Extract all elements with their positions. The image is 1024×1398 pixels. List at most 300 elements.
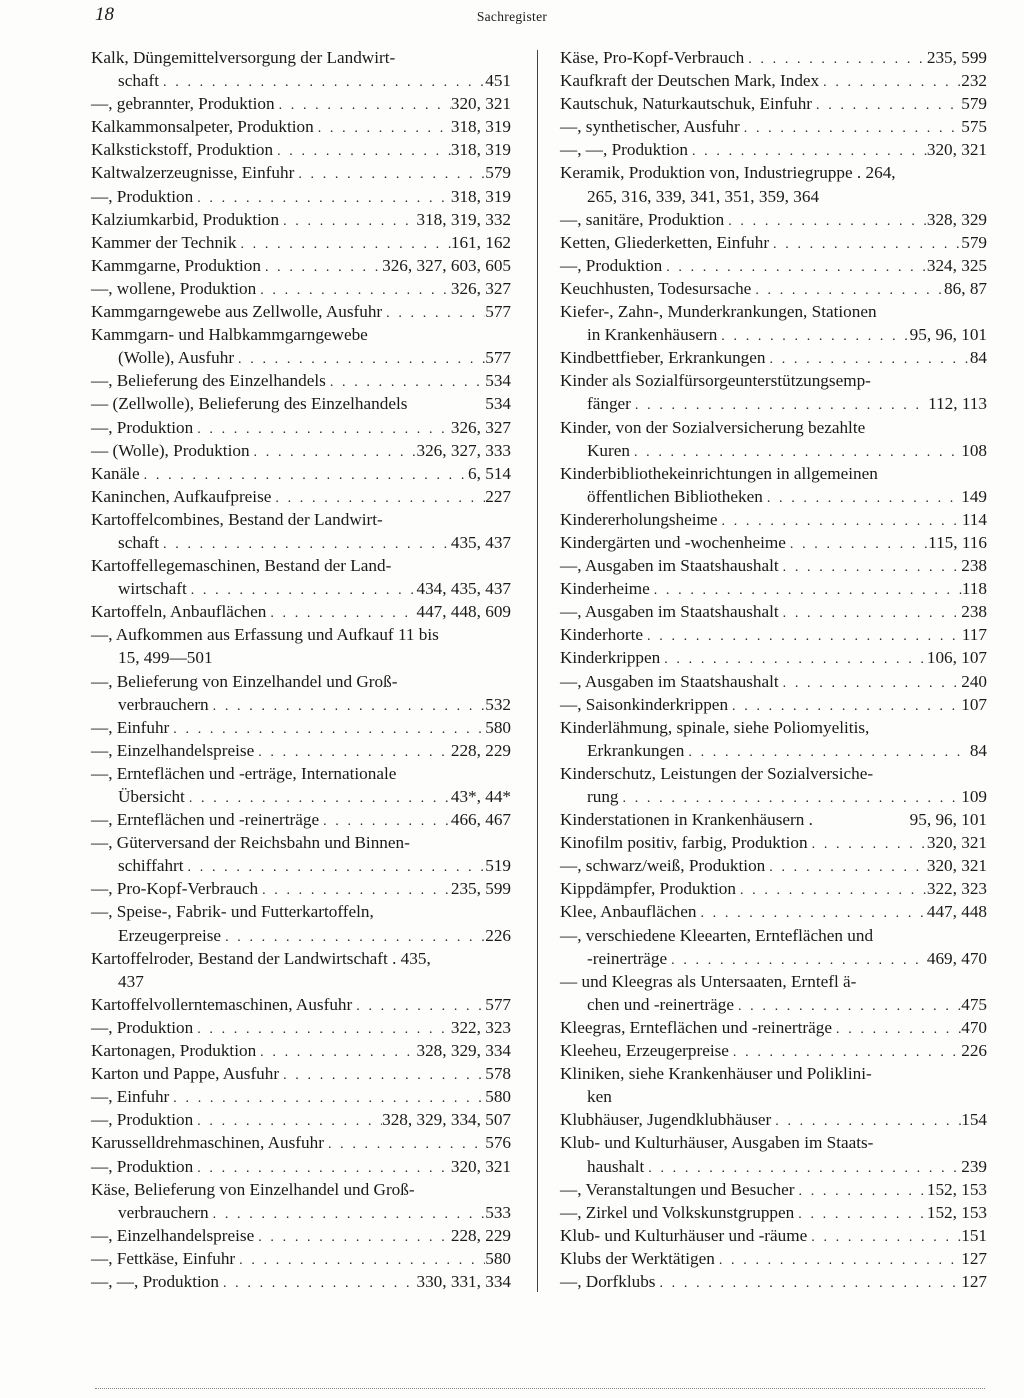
dot-leader (266, 602, 416, 625)
dot-leader (193, 1157, 451, 1180)
index-term: öffentlichen Bibliotheken (587, 486, 763, 506)
index-term: schaft (118, 71, 160, 91)
index-entry (91, 1270, 511, 1293)
index-entry (91, 439, 511, 462)
page-references: 86, 87 (944, 278, 987, 298)
dot-leader (169, 1087, 485, 1110)
dot-leader (185, 787, 451, 810)
dot-leader (807, 1226, 961, 1249)
index-term: verbrauchern (118, 694, 209, 714)
index-entry (91, 554, 511, 577)
dot-leader (667, 949, 927, 972)
index-entry (91, 531, 511, 554)
page-references: 232 (961, 71, 987, 91)
page-references: 322, 323 (926, 879, 987, 899)
page-references: 447, 448 (926, 902, 987, 922)
page-references: 470 (961, 1017, 987, 1037)
page-references: 161, 162 (450, 232, 511, 252)
index-term: Kammgarne, Produktion (91, 255, 261, 275)
page-references: 579 (961, 232, 987, 252)
index-term: Kammer der Technik (91, 232, 237, 252)
page-references: 228, 229 (450, 1225, 511, 1245)
index-term: Kartonagen, Produktion (91, 1041, 257, 1061)
index-term: Karton und Pappe, Ausfuhr (91, 1064, 280, 1084)
index-entry (91, 831, 511, 854)
dot-leader (696, 902, 926, 925)
index-entry (91, 808, 511, 831)
dot-leader (740, 117, 961, 140)
page-references: 434, 435, 437 (416, 579, 511, 599)
index-term: Klee, Anbauflächen (560, 902, 697, 922)
index-entry (560, 739, 987, 762)
index-entry (91, 231, 511, 254)
index-entry (91, 1155, 511, 1178)
page-references: 149 (961, 486, 987, 506)
index-term: Kartoffellegemaschinen, Bestand der Land- (91, 556, 392, 576)
dot-leader (795, 1180, 927, 1203)
index-term: Kaltwalzerzeugnisse, Einfuhr (91, 163, 295, 183)
dot-leader (832, 1018, 961, 1041)
index-entry (91, 623, 511, 646)
index-entry (560, 1270, 987, 1293)
dot-leader (728, 695, 961, 718)
dot-leader (766, 348, 970, 371)
index-entry (560, 439, 987, 462)
index-term: —, Saisonkinderkrippen (560, 694, 729, 714)
index-term: — und Kleegras als Untersaaten, Erntefl ä- (560, 971, 857, 991)
index-entry (91, 1062, 511, 1085)
page-references: 84 (969, 740, 987, 760)
page-references: 112, 113 (928, 394, 987, 414)
index-entry (560, 1178, 987, 1201)
page-references: 235, 599 (450, 879, 511, 899)
index-entry (560, 115, 987, 138)
index-entry (91, 323, 511, 346)
index-term: Kleegras, Ernteflächen und -reinerträge (560, 1017, 832, 1037)
index-term: Kinder als Sozialfürsorgeunterstützungsemp- (560, 371, 871, 391)
index-entry (91, 138, 511, 161)
dot-leader (643, 625, 962, 648)
page-references: 151 (961, 1225, 987, 1245)
index-term: — (Zellwolle), Belieferung des Einzelhandels (91, 394, 408, 414)
index-term: —, Einfuhr (91, 717, 170, 737)
dot-leader (236, 233, 450, 256)
index-entry (560, 369, 987, 392)
index-entry (91, 1039, 511, 1062)
index-entry (91, 877, 511, 900)
index-entry (91, 185, 511, 208)
page-references: 330, 331, 334 (416, 1271, 511, 1291)
page-references: 235, 599 (926, 48, 987, 67)
index-term: Käse, Pro-Kopf-Verbrauch (560, 48, 745, 67)
index-term: (Wolle), Ausfuhr (118, 348, 235, 368)
index-entry (560, 577, 987, 600)
dot-leader (630, 441, 961, 464)
page-references: 84 (969, 348, 987, 368)
page-references: 533 (485, 1202, 511, 1222)
dot-leader (209, 1203, 486, 1226)
index-term: —, schwarz/weiß, Produktion (560, 856, 766, 876)
dot-leader (779, 602, 962, 625)
page-references: 117 (961, 625, 987, 645)
index-entry (560, 1201, 987, 1224)
index-term: Kanäle (91, 463, 140, 483)
dot-leader (812, 94, 961, 117)
index-term: wirtschaft (118, 579, 187, 599)
index-entry (91, 69, 511, 92)
index-term: Keuchhusten, Todesursache (560, 278, 752, 298)
dot-leader (235, 1249, 485, 1272)
dot-leader (219, 1272, 417, 1295)
index-entry (91, 693, 511, 716)
index-entry (560, 947, 987, 970)
page-references: 328, 329 (926, 209, 987, 229)
index-term: —, Ausgaben im Staatshaushalt (560, 556, 779, 576)
index-term: -reinerträge (587, 948, 668, 968)
index-entry (560, 854, 987, 877)
dot-leader (271, 487, 485, 510)
index-entry (91, 1201, 511, 1224)
index-term: 265, 316, 339, 341, 351, 359, 364 (587, 186, 820, 206)
index-term: —, Ausgaben im Staatshaushalt (560, 602, 779, 622)
index-entry (560, 92, 987, 115)
page-references: 320, 321 (926, 856, 987, 876)
index-term: —, Produktion (91, 417, 194, 437)
index-entry (91, 762, 511, 785)
index-term: Kinderlähmung, spinale, siehe Poliomyelitis, (560, 717, 870, 737)
page-references: 320, 321 (450, 1156, 511, 1176)
index-entry (91, 161, 511, 184)
index-entry (91, 115, 511, 138)
index-entry (91, 254, 511, 277)
index-entry (91, 346, 511, 369)
page-references: 114 (961, 509, 987, 529)
dot-leader (779, 672, 962, 695)
index-entry (91, 1085, 511, 1108)
index-term: —, Produktion (91, 186, 194, 206)
dot-leader (631, 394, 928, 417)
index-entry (560, 1039, 987, 1062)
index-entry (91, 1247, 511, 1270)
page-references: 154 (961, 1110, 987, 1130)
index-entry (560, 716, 987, 739)
index-term: Kindbettfieber, Erkrankungen (560, 348, 766, 368)
index-term: haushalt (587, 1156, 645, 1176)
dot-leader (717, 325, 909, 348)
index-entry (560, 693, 987, 716)
index-entry (560, 346, 987, 369)
index-term: —, verschiedene Kleearten, Ernteflächen und (560, 925, 874, 945)
index-term: Kinderhorte (560, 625, 644, 645)
index-entry (560, 531, 987, 554)
dot-leader (650, 579, 962, 602)
dot-leader (256, 1041, 416, 1064)
index-entry (91, 1178, 511, 1201)
index-entry (560, 1247, 987, 1270)
index-term: Kalk, Düngemittelversorgung der Landwirt- (91, 48, 396, 67)
index-column-left (91, 46, 511, 1293)
dot-leader (221, 926, 485, 949)
page-references: 239 (961, 1156, 987, 1176)
page-references: 320, 321 (450, 94, 511, 114)
dot-leader (209, 695, 486, 718)
dot-leader (352, 995, 485, 1018)
index-term: Kinderstationen in Krankenhäusern . (560, 810, 813, 830)
index-entry (560, 485, 987, 508)
index-entry (560, 877, 987, 900)
dot-leader (718, 510, 962, 533)
index-entry (560, 831, 987, 854)
page-references: 326, 327, 603, 605 (382, 255, 511, 275)
page-references: 575 (961, 117, 987, 137)
index-entry (560, 900, 987, 923)
index-entry (560, 1131, 987, 1154)
index-term: —, Produktion (91, 1017, 194, 1037)
index-entry (560, 1062, 987, 1085)
page-references: 534 (485, 371, 511, 391)
dot-leader (688, 140, 927, 163)
index-entry (560, 208, 987, 231)
index-entry (91, 1108, 511, 1131)
index-term: Kaninchen, Aufkaufpreise (91, 486, 272, 506)
index-term: —, sanitäre, Produktion (560, 209, 725, 229)
index-entry (91, 46, 511, 69)
page-references: 519 (485, 856, 511, 876)
index-term: 437 (118, 971, 144, 991)
page-bottom-edge (95, 1388, 985, 1389)
index-term: —, Einzelhandelspreise (91, 740, 255, 760)
index-term: Klub- und Kulturhäuser und -räume (560, 1225, 808, 1245)
index-term: Käse, Belieferung von Einzelhandel und Groß- (91, 1179, 415, 1199)
index-entry (560, 1108, 987, 1131)
index-term: —, Ernteflächen und -reinerträge (91, 810, 320, 830)
page-references: 228, 229 (450, 740, 511, 760)
index-term: Kiefer-, Zahn-, Munderkrankungen, Stationen (560, 302, 877, 322)
index-entry (91, 1016, 511, 1039)
page-references: 318, 319, 332 (416, 209, 511, 229)
dot-leader (771, 1110, 961, 1133)
index-entry (91, 300, 511, 323)
dot-leader (660, 648, 927, 671)
index-term: Erzeugerpreise (118, 925, 222, 945)
dot-leader (193, 418, 451, 441)
index-term: schaft (118, 532, 160, 552)
index-entry (560, 416, 987, 439)
dot-leader (169, 718, 485, 741)
index-entry (560, 993, 987, 1016)
page-references: 240 (961, 671, 987, 691)
index-entry (560, 254, 987, 277)
index-term: Kindererholungsheime (560, 509, 718, 529)
index-entry (91, 600, 511, 623)
page-references: 95, 96, 101 (909, 810, 987, 830)
index-entry (91, 854, 511, 877)
index-term: Kalkstickstoff, Produktion (91, 140, 274, 160)
index-entry (91, 577, 511, 600)
dot-leader (193, 1110, 382, 1133)
index-term: Kindergärten und -wochenheime (560, 532, 786, 552)
page-references: 326, 327 (450, 417, 511, 437)
index-term: —, Belieferung von Einzelhandel und Groß- (91, 671, 398, 691)
page-references: 109 (961, 787, 987, 806)
page-references: 534 (485, 394, 511, 414)
dot-leader (254, 1226, 451, 1249)
index-entry (560, 1016, 987, 1039)
index-term: Übersicht (118, 787, 185, 806)
dot-leader (736, 879, 927, 902)
index-entry (560, 762, 987, 785)
index-term: fänger (587, 394, 631, 414)
page-references: 238 (961, 602, 987, 622)
index-term: Kinderheime (560, 579, 650, 599)
dot-leader (254, 741, 451, 764)
page-references: 118 (961, 579, 987, 599)
index-entry (560, 623, 987, 646)
index-term: Klub- und Kulturhäuser, Ausgaben im Staats- (560, 1133, 874, 1153)
page-references: 576 (485, 1133, 511, 1153)
index-entry (91, 900, 511, 923)
index-term: —, Ausgaben im Staatshaushalt (560, 671, 779, 691)
index-term: —, Einzelhandelspreise (91, 1225, 255, 1245)
dot-leader (279, 1064, 485, 1087)
index-entry (560, 785, 987, 808)
index-term: Kliniken, siehe Krankenhäuser und Poliklini- (560, 1064, 872, 1084)
index-entry (91, 462, 511, 485)
index-term: —, synthetischer, Ausfuhr (560, 117, 740, 137)
index-entry (91, 646, 511, 669)
index-term: —, wollene, Produktion (91, 278, 257, 298)
dot-leader (786, 533, 928, 556)
dot-leader (769, 233, 961, 256)
index-entry (91, 277, 511, 300)
page-references: 127 (961, 1248, 987, 1268)
dot-leader (324, 1133, 485, 1156)
index-term: rung (587, 787, 619, 806)
index-term: Kautschuk, Naturkautschuk, Einfuhr (560, 94, 813, 114)
index-entry (91, 785, 511, 808)
page-references: 451 (485, 71, 511, 91)
dot-leader (279, 210, 416, 233)
page-references: 466, 467 (450, 810, 511, 830)
index-term: Kinofilm positiv, farbig, Produktion (560, 833, 808, 853)
index-term: —, Pro-Kopf-Verbrauch (91, 879, 259, 899)
index-entry (91, 947, 511, 970)
dot-leader (187, 579, 417, 602)
index-entry (91, 416, 511, 439)
index-term: Klubhäuser, Jugendklubhäuser (560, 1110, 772, 1130)
index-term: —, Aufkommen aus Erfassung und Aufkauf 11 bis (91, 625, 439, 645)
dot-leader (729, 1041, 961, 1064)
index-term: —, Produktion (560, 255, 663, 275)
page-references: 580 (485, 1087, 511, 1107)
index-entry (560, 808, 987, 831)
dot-leader (319, 810, 451, 833)
index-term: — (Wolle), Produktion (91, 440, 250, 460)
dot-leader (193, 187, 451, 210)
index-term: —, Ernteflächen und -erträge, Internationale (91, 763, 397, 783)
index-entry (560, 646, 987, 669)
index-entry (560, 554, 987, 577)
page-references: 577 (485, 302, 511, 322)
dot-leader (724, 210, 927, 233)
index-entry (91, 92, 511, 115)
page-references: 326, 327 (450, 278, 511, 298)
page-references: 95, 96, 101 (909, 325, 987, 345)
page-references: 152, 153 (926, 1179, 987, 1199)
index-term: —, gebrannter, Produktion (91, 94, 275, 114)
page-references: 580 (485, 717, 511, 737)
page-references: 322, 323 (450, 1017, 511, 1037)
index-term: Kalkammonsalpeter, Produktion (91, 117, 314, 137)
page-references: 324, 325 (926, 255, 987, 275)
page-references: 318, 319 (450, 140, 511, 160)
dot-leader (744, 48, 927, 71)
dot-leader (765, 856, 927, 879)
index-term: Kuren (587, 440, 630, 460)
page-references: 577 (485, 994, 511, 1014)
dot-leader (751, 279, 944, 302)
page-references: 579 (485, 163, 511, 183)
index-entry (91, 485, 511, 508)
index-entry (560, 600, 987, 623)
page-references: 435, 437 (450, 532, 511, 552)
dot-leader (256, 279, 451, 302)
index-term: —, Fettkäse, Einfuhr (91, 1248, 236, 1268)
index-entry (560, 231, 987, 254)
page-references: 447, 448, 609 (416, 602, 511, 622)
dot-leader (819, 71, 961, 94)
index-term: Kartoffelvollerntemaschinen, Ausfuhr (91, 994, 353, 1014)
page-references: 320, 321 (926, 140, 987, 160)
page-references: 318, 319 (450, 186, 511, 206)
index-term: Kammgarngewebe aus Zellwolle, Ausfuhr (91, 302, 383, 322)
page-references: 115, 116 (928, 532, 987, 552)
page-references: 152, 153 (926, 1202, 987, 1222)
page-references: 318, 319 (450, 117, 511, 137)
dot-leader (382, 302, 485, 325)
index-term: Kartoffeln, Anbauflächen (91, 602, 267, 622)
dot-leader (275, 94, 451, 117)
index-term: —, Belieferung des Einzelhandels (91, 371, 326, 391)
index-term: —, Produktion (91, 1110, 194, 1130)
dot-leader (234, 348, 485, 371)
index-term: —, Dorfklubs (560, 1271, 656, 1291)
page-references: 127 (961, 1271, 987, 1291)
page-references: 328, 329, 334, 507 (382, 1110, 511, 1130)
dot-leader (763, 487, 961, 510)
page-references: 469, 470 (926, 948, 987, 968)
index-term: Kammgarn- und Halbkammgarngewebe (91, 325, 368, 345)
dot-leader (250, 441, 417, 464)
index-entry (91, 1131, 511, 1154)
index-entry (91, 1224, 511, 1247)
page-references: 328, 329, 334 (416, 1041, 511, 1061)
index-term: Kinderkrippen (560, 648, 661, 668)
index-term: Kartoffelroder, Bestand der Landwirtschaft . 435, (91, 948, 431, 968)
index-term: Kartoffelcombines, Bestand der Landwirt- (91, 509, 383, 529)
index-entry (91, 670, 511, 693)
index-entry (560, 69, 987, 92)
index-entry (560, 508, 987, 531)
dot-leader (140, 464, 468, 487)
index-entry (560, 161, 987, 184)
index-term: Keramik, Produktion von, Industriegruppe . 264, (560, 163, 896, 183)
index-term: —, —, Produktion (91, 1271, 219, 1291)
index-entry (91, 508, 511, 531)
index-entry (91, 208, 511, 231)
index-entry (560, 46, 987, 69)
index-term: —, Einfuhr (91, 1087, 170, 1107)
